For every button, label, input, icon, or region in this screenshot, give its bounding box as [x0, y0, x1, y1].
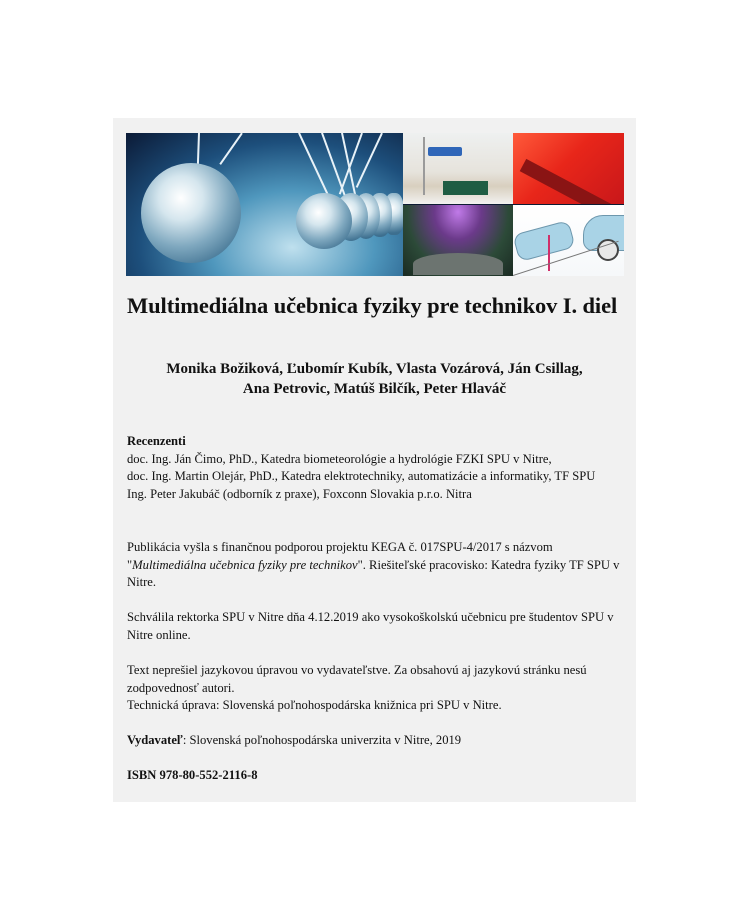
editorial-note: [127, 662, 627, 715]
authors: [113, 359, 636, 399]
hall-floor: [413, 253, 503, 275]
approval-statement: Schválila rektorka SPU v Nitre dňa 4.12.2019 ako vysokoškolskú učebnicu pre študentov SPU v Nitre online.: [127, 610, 614, 642]
publisher-value: : Slovenská poľnohospodárska univerzita v Nitre, 2019: [182, 733, 462, 747]
lab-stand: [423, 137, 425, 195]
illuminated-hall-image: [403, 205, 513, 276]
reviewer-line: Ing. Peter Jakubáč (odborník z praxe), Foxconn Slovakia p.r.o. Nitra: [127, 486, 472, 501]
document-title: Multimediálna učebnica fyziky pre technikov I. diel: [127, 293, 618, 318]
lab-equipment-image: [403, 133, 513, 204]
red-rail-image: [513, 133, 624, 204]
rail-profile: [520, 159, 624, 204]
language-note: Text neprešiel jazykovou úpravou vo vydavateľstve. Za obsahovú aj jazykovú stránku nesú zodpovednosť autori.: [127, 663, 587, 695]
force-arrow: [548, 235, 550, 271]
lab-case: [443, 181, 488, 195]
funding-statement: [127, 539, 627, 592]
newtons-cradle-image: [126, 133, 403, 276]
reviewer-line: doc. Ing. Ján Čimo, PhD., Katedra biometeorológie a hydrológie FZKI SPU v Nitre,: [127, 451, 552, 466]
technical-note: Technická úprava: Slovenská poľnohospodárska knižnica pri SPU v Nitre.: [127, 698, 502, 713]
funding-text: ". Riešiteľské pracovisko: Katedra fyziky TF SPU v Nitre.: [127, 557, 620, 590]
pendulum-ball: [296, 193, 352, 249]
reviewers-section: [127, 433, 627, 503]
isbn: ISBN 978-80-552-2116-8: [127, 768, 258, 782]
pendulum-string: [219, 133, 242, 165]
publisher-line: [127, 732, 627, 750]
project-name: Multimediálna učebnica fyziky pre technikov: [132, 557, 358, 572]
car-diagram-image: [513, 205, 624, 276]
document-page: [113, 118, 636, 802]
reviewers-heading: Recenzenti: [127, 434, 186, 448]
lab-device: [428, 147, 462, 156]
publisher-label: Vydavateľ: [127, 733, 183, 747]
reviewer-line: doc. Ing. Martin Olejár, PhD., Katedra elektrotechniky, automatizácie a informatiky, TF SPU: [127, 469, 596, 484]
header-banner: [126, 133, 624, 276]
pendulum-ball: [141, 163, 241, 263]
car-shape: [513, 220, 576, 262]
pendulum-string: [356, 133, 383, 188]
authors-line-2: Ana Petrovic, Matúš Bilčík, Peter Hlaváč: [242, 381, 507, 397]
funding-text: Publikácia vyšla s finančnou podporou projektu KEGA č. 017SPU-4/2017 s názvom ": [127, 540, 553, 572]
authors-line-1: Monika Božiková, Ľubomír Kubík, Vlasta Vozárová, Ján Csillag,: [166, 361, 583, 377]
